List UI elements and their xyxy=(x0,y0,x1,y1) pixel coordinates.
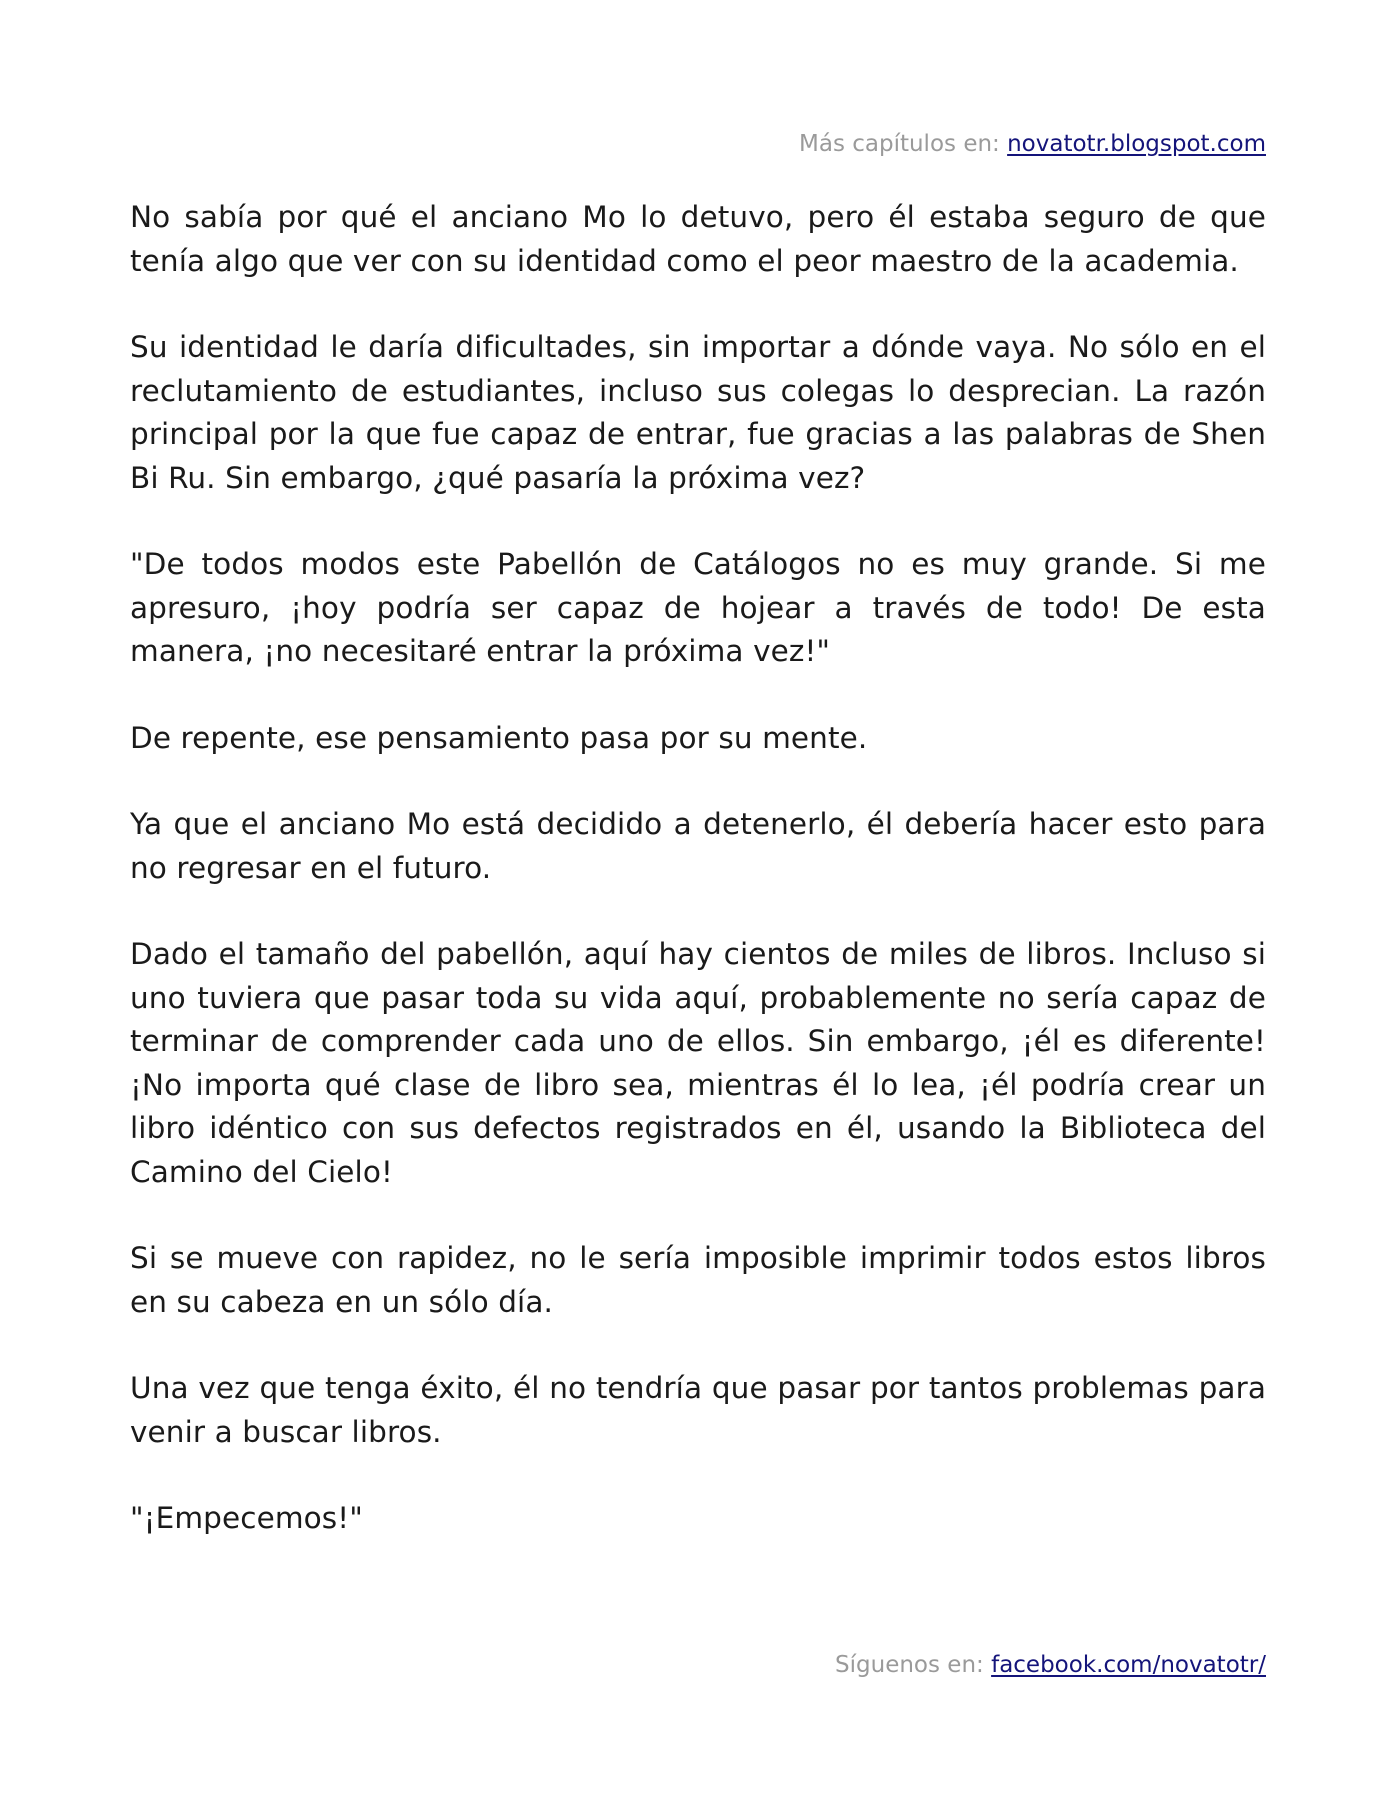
paragraph-4: De repente, ese pensamiento pasa por su mente. xyxy=(130,720,868,755)
paragraph-9: "¡Empecemos!" xyxy=(130,1501,363,1535)
paragraph-6: Dado el tamaño del pabellón, aquí hay cientos de miles de libros. Incluso si uno tuviera que pasar toda su vida aquí, probablemente no sería capaz de terminar de comprender cada uno de ellos. Sin embargo, ¡él es diferente! ¡No importa qué clase de libro sea, mientras él lo lea, ¡él podría crear un libro idéntico con sus defectos registrados en él, usando la Biblioteca del Camino del Cielo! xyxy=(130,937,1266,1189)
header-prefix: Más capítulos en: xyxy=(799,131,1008,157)
blog-link[interactable]: novatotr.blogspot.com xyxy=(1007,131,1266,157)
paragraph-8: Una vez que tenga éxito, él no tendría que pasar por tantos problemas para venir a buscar libros. xyxy=(130,1371,1266,1449)
paragraph-2: Su identidad le daría dificultades, sin importar a dónde vaya. No sólo en el reclutamiento de estudiantes, incluso sus colegas lo desprecian. La razón principal por la que fue capaz de entrar, fue gracias a las palabras de Shen Bi Ru. Sin embargo, ¿qué pasaría la próxima vez? xyxy=(130,330,1266,495)
paragraph-1: No sabía por qué el anciano Mo lo detuvo, pero él estaba seguro de que tenía algo que ver con su identidad como el peor maestro de la academia. xyxy=(130,200,1266,278)
paragraph-7: Si se mueve con rapidez, no le sería imposible imprimir todos estos libros en su cabeza en un sólo día. xyxy=(130,1241,1266,1319)
paragraph-3: "De todos modos este Pabellón de Catálogos no es muy grande. Si me apresuro, ¡hoy podría ser capaz de hojear a través de todo! De esta manera, ¡no necesitaré entrar la próxima vez!" xyxy=(130,547,1266,668)
header-line xyxy=(799,131,1266,157)
document-page xyxy=(130,0,1266,1812)
footer-line xyxy=(835,1652,1266,1678)
facebook-link[interactable]: facebook.com/novatotr/ xyxy=(991,1652,1266,1678)
footer-prefix: Síguenos en: xyxy=(835,1652,992,1678)
chapter-body xyxy=(130,196,1266,1584)
paragraph-5: Ya que el anciano Mo está decidido a detenerlo, él debería hacer esto para no regresar en el futuro. xyxy=(130,807,1266,885)
